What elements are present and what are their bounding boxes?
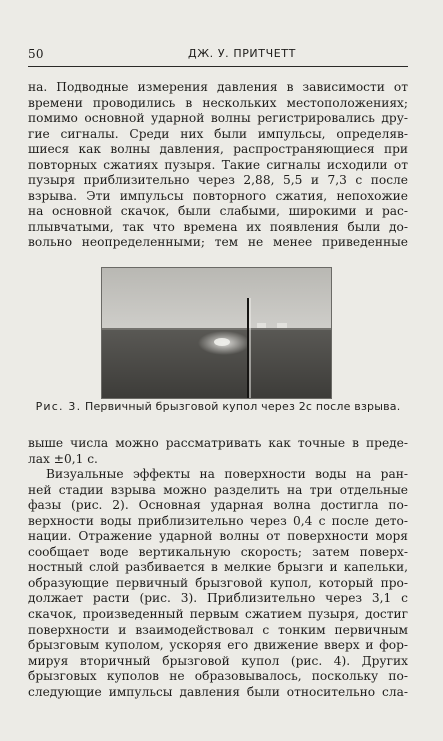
text-line: ностный слой разбивается в мелкие брызги и капельки, — [28, 560, 408, 575]
text-line: выше числа можно рассматривать как точные в преде- — [28, 436, 408, 450]
text-line: верхности воды приблизительно через 0,4 с после дето- — [28, 513, 408, 528]
text-line: нации. Отражение ударной волны от поверхности моря — [28, 529, 408, 544]
text-line: лах ±0,1 с. — [28, 451, 98, 466]
figure-photo — [101, 267, 332, 399]
page-number: 50 — [28, 47, 44, 61]
body-text-top — [28, 80, 408, 251]
text-line: повторных сжатиях пузыря. Такие сигналы исходили от — [28, 157, 408, 172]
text-line: времени проводились в нескольких местоположениях; — [28, 95, 408, 110]
text-line: взрыва. Эти импульсы повторного сжатия, непохожие — [28, 188, 408, 203]
text-line: гие сигналы. Среди них были импульсы, определяв- — [28, 126, 408, 141]
running-head: ДЖ. У. ПРИТЧЕТТ — [188, 47, 296, 60]
text-line: образующие первичный брызговой купол, который про- — [28, 575, 408, 590]
ship-right — [277, 323, 287, 328]
page-header — [28, 47, 408, 65]
spray-dome-photo — [102, 268, 331, 398]
header-rule — [28, 66, 408, 67]
text-line: Визуальные эффекты на поверхности воды на ран- — [46, 467, 408, 482]
text-line: пузыря приблизительно через 2,88, 5,5 и 7,3 с после — [28, 173, 408, 188]
text-line: сообщает воде вертикальную скорость; затем поверх- — [28, 544, 408, 559]
text-line: ней стадии взрыва можно разделить на три отдельные — [28, 482, 408, 497]
text-line: мируя вторичный брызговой купол (рис. 4). Других — [28, 653, 408, 668]
sky — [102, 268, 331, 330]
ship-left — [257, 323, 266, 328]
text-line: должает расти (рис. 3). Приблизительно через 3,1 с — [28, 591, 408, 606]
caption-text: Первичный брызговой купол через 2с после взрыва. — [84, 400, 401, 413]
text-line: на основной скачок, были слабыми, широкими и рас- — [28, 204, 408, 219]
caption-label: Рис. 3. — [35, 400, 82, 413]
text-line: брызговым куполом, ускоряя его движение вверх и фор- — [28, 638, 408, 653]
body-text-bottom — [28, 436, 408, 700]
text-line: следующие импульсы давления были относительно сла- — [28, 684, 408, 699]
text-line: фазы (рис. 2). Основная ударная волна достигла по- — [28, 498, 408, 513]
text-line: брызговых куполов не образовывалось, поскольку по- — [28, 669, 408, 684]
text-line: поверхности и взаимодействовал с тонким первичным — [28, 622, 408, 637]
text-line: скачок, произведенный первым сжатием пузыря, достиг — [28, 607, 408, 622]
text-line: на. Подводные измерения давления в зависимости от — [28, 80, 408, 94]
figure-caption — [28, 400, 408, 413]
text-line: плывчатыми, так что времена их появления были до- — [28, 219, 408, 234]
spray-core — [214, 338, 230, 346]
text-line: помимо основной ударной волны регистрировались дру- — [28, 111, 408, 126]
text-line: вольно неопределенными; тем не менее приведенные — [28, 235, 408, 250]
text-line: шиеся как волны давления, распространяющиеся при — [28, 142, 408, 157]
